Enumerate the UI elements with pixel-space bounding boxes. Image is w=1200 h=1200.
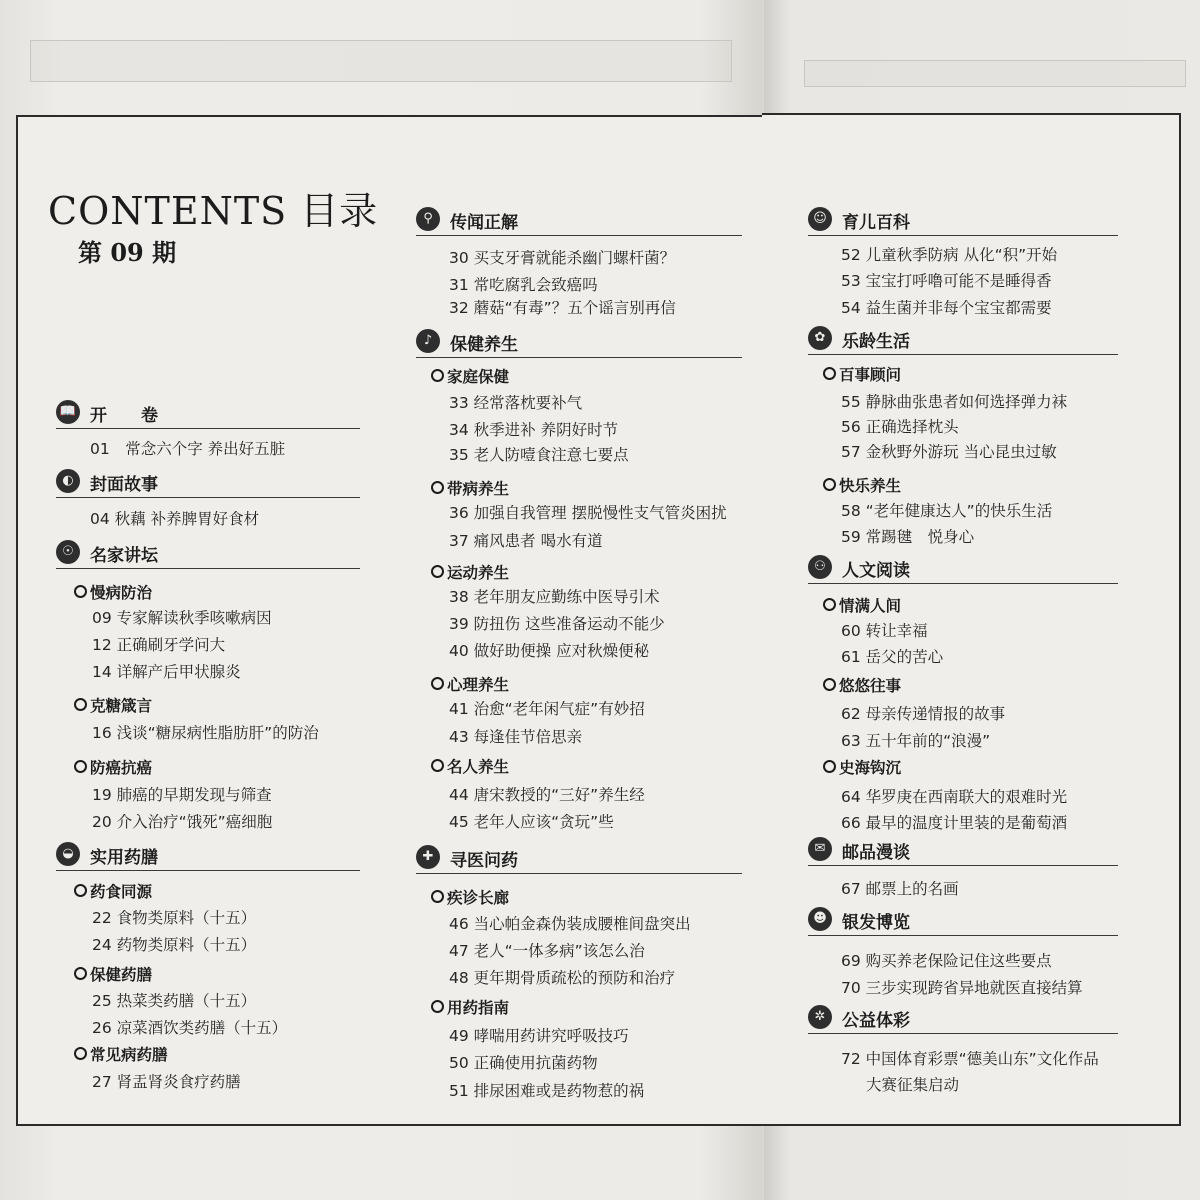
section-kaijuan[interactable]: 📖 开 卷: [56, 398, 360, 428]
toc-item[interactable]: 64 华罗庚在西南联大的艰难时光: [841, 788, 1068, 806]
toc-item[interactable]: 50 正确使用抗菌药物: [449, 1054, 598, 1072]
toc-item[interactable]: 26 凉菜酒饮类药膳（十五）: [92, 1019, 288, 1037]
subsection-label: 名人养生: [431, 755, 509, 777]
child-icon: ☺: [808, 207, 832, 231]
subsection-label: 保健药膳: [74, 963, 152, 985]
toc-item[interactable]: 41 治愈“老年闲气症”有妙招: [449, 700, 645, 718]
section-rule: [416, 357, 742, 358]
toc-item[interactable]: 47 老人“一体多病”该怎么治: [449, 942, 645, 960]
toc-item[interactable]: 20 介入治疗“饿死”癌细胞: [92, 813, 273, 831]
subsection-label: 防癌抗癌: [74, 756, 152, 778]
magnifier-icon: ⚲: [416, 207, 440, 231]
toc-item[interactable]: 59 常踢毽 悦身心: [841, 528, 975, 546]
pot-icon: ◒: [56, 842, 80, 866]
section-mingjia[interactable]: ☉ 名家讲坛: [56, 538, 360, 568]
toc-item[interactable]: 38 老年朋友应勤练中医导引术: [449, 588, 660, 606]
subsection-label: 慢病防治: [74, 581, 152, 603]
subsection-label: 带病养生: [431, 477, 509, 499]
subsection-label: 克糖箴言: [74, 694, 152, 716]
toc-item[interactable]: 69 购买养老保险记住这些要点: [841, 952, 1052, 970]
subsection-label: 心理养生: [431, 673, 509, 695]
section-rule: [808, 935, 1118, 936]
toc-item[interactable]: 46 当心帕金森伪装成腰椎间盘突出: [449, 915, 691, 933]
toc-item[interactable]: 53 宝宝打呼噜可能不是睡得香: [841, 272, 1052, 290]
subsection-label: 百事顾问: [823, 363, 901, 385]
toc-item[interactable]: 12 正确刷牙学问大: [92, 636, 226, 654]
toc-item[interactable]: 70 三步实现跨省异地就医直接结算: [841, 979, 1083, 997]
section-rule: [416, 873, 742, 874]
toc-item[interactable]: 72 中国体育彩票“德美山东”文化作品: [841, 1050, 1099, 1068]
subsection-label: 家庭保健: [431, 365, 509, 387]
toc-item[interactable]: 55 静脉曲张患者如何选择弹力袜: [841, 393, 1068, 411]
toc-item[interactable]: 大赛征集启动: [866, 1076, 960, 1094]
toc-item[interactable]: 30 买支牙膏就能杀幽门螺杆菌？: [449, 249, 676, 267]
subsection-label: 药食同源: [74, 880, 152, 902]
section-gongyi[interactable]: ✲ 公益体彩: [808, 1003, 1118, 1033]
toc-item[interactable]: 37 痛风患者 喝水有道: [449, 532, 603, 550]
section-shiyong[interactable]: ◒ 实用药膳: [56, 840, 360, 870]
section-yuer[interactable]: ☺ 育儿百科: [808, 205, 1118, 235]
toc-item[interactable]: 27 肾盂肾炎食疗药膳: [92, 1073, 241, 1091]
stamp-icon: ✉: [808, 837, 832, 861]
toc-item[interactable]: 33 经常落枕要补气: [449, 394, 583, 412]
section-rule: [808, 583, 1118, 584]
toc-item[interactable]: 61 岳父的苦心: [841, 648, 944, 666]
toc-item[interactable]: 45 老年人应该“贪玩”些: [449, 813, 614, 831]
section-rule: [808, 235, 1118, 236]
people-icon: ⚇: [808, 555, 832, 579]
toc-item[interactable]: 34 秋季进补 养阴好时节: [449, 421, 619, 439]
book-icon: 📖: [56, 400, 80, 424]
toc-item[interactable]: 48 更年期骨质疏松的预防和治疗: [449, 969, 676, 987]
elder-icon: ✿: [808, 326, 832, 350]
toc-item[interactable]: 56 正确选择枕头: [841, 418, 959, 436]
section-rule: [808, 1033, 1118, 1034]
subsection-label: 疾诊长廊: [431, 886, 509, 908]
elderly-face-icon: ☻: [808, 907, 832, 931]
toc-item[interactable]: 44 唐宋教授的“三好”养生经: [449, 786, 645, 804]
toc-item[interactable]: 52 儿童秋季防病 从化“积”开始: [841, 246, 1058, 264]
toc-item[interactable]: 16 浅谈“糖尿病性脂肪肝”的防治: [92, 724, 319, 742]
toc-item[interactable]: 58 “老年健康达人”的快乐生活: [841, 502, 1053, 520]
subsection-label: 运动养生: [431, 561, 509, 583]
section-yinfa[interactable]: ☻ 银发博览: [808, 905, 1118, 935]
toc-item[interactable]: 01 常念六个字 养出好五脏: [90, 440, 286, 458]
toc-item[interactable]: 25 热菜类药膳（十五）: [92, 992, 257, 1010]
section-rule: [56, 568, 360, 569]
toc-item[interactable]: 22 食物类原料（十五）: [92, 909, 257, 927]
subsection-label: 常见病药膳: [74, 1043, 168, 1065]
toc-item[interactable]: 51 排尿困难或是药物惹的祸: [449, 1082, 645, 1100]
subsection-label: 快乐养生: [823, 474, 901, 496]
person-icon: ♪: [416, 329, 440, 353]
toc-item[interactable]: 35 老人防噎食注意七要点: [449, 446, 629, 464]
section-chuanwen[interactable]: ⚲ 传闻正解: [416, 205, 742, 235]
toc-item[interactable]: 04 秋藕 补养脾胃好食材: [90, 510, 260, 528]
section-xunyi[interactable]: ✚ 寻医问药: [416, 843, 742, 873]
toc-item[interactable]: 09 专家解读秋季咳嗽病因: [92, 609, 272, 627]
section-baojian[interactable]: ♪ 保健养生: [416, 327, 742, 357]
section-rule: [808, 865, 1118, 866]
facing-page-bleed: [804, 60, 1186, 87]
toc-item[interactable]: 49 哮喘用药讲究呼吸技巧: [449, 1027, 629, 1045]
toc-item[interactable]: 60 转让幸福: [841, 622, 928, 640]
section-fengmian[interactable]: ◐ 封面故事: [56, 467, 360, 497]
toc-item[interactable]: 57 金秋野外游玩 当心昆虫过敏: [841, 443, 1057, 461]
doctor-icon: ✚: [416, 845, 440, 869]
toc-item[interactable]: 43 每逢佳节倍思亲: [449, 728, 583, 746]
issue-number: 第 09 期: [78, 238, 177, 267]
toc-item[interactable]: 14 详解产后甲状腺炎: [92, 663, 241, 681]
subsection-label: 史海钩沉: [823, 756, 901, 778]
toc-item[interactable]: 66 最早的温度计里装的是葡萄酒: [841, 814, 1068, 832]
toc-item[interactable]: 67 邮票上的名画: [841, 880, 959, 898]
toc-item[interactable]: 63 五十年前的“浪漫”: [841, 732, 991, 750]
subsection-label: 用药指南: [431, 996, 509, 1018]
section-rule: [56, 870, 360, 871]
toc-item[interactable]: 40 做好助便操 应对秋燥便秘: [449, 642, 650, 660]
pinwheel-icon: ✲: [808, 1005, 832, 1029]
speaker-icon: ☉: [56, 540, 80, 564]
section-rule: [56, 497, 360, 498]
bowl-icon: ◐: [56, 469, 80, 493]
section-renwen[interactable]: ⚇ 人文阅读: [808, 553, 1118, 583]
toc-item[interactable]: 19 肺癌的早期发现与筛查: [92, 786, 272, 804]
toc-item[interactable]: 31 常吃腐乳会致癌吗: [449, 276, 598, 294]
toc-item[interactable]: 36 加强自我管理 摆脱慢性支气管炎困扰: [449, 504, 727, 522]
section-youpin[interactable]: ✉ 邮品漫谈: [808, 835, 1118, 865]
section-rule: [416, 235, 742, 236]
toc-item[interactable]: 24 药物类原料（十五）: [92, 936, 257, 954]
toc-item[interactable]: 32 蘑菇“有毒”？五个谣言别再信: [449, 299, 676, 317]
page-title: CONTENTS 目录: [48, 189, 379, 233]
section-leling[interactable]: ✿ 乐龄生活: [808, 324, 1118, 354]
section-rule: [808, 354, 1118, 355]
subsection-label: 情满人间: [823, 594, 901, 616]
facing-page-bleed: [30, 40, 732, 82]
subsection-label: 悠悠往事: [823, 674, 901, 696]
section-rule: [56, 428, 360, 429]
toc-item[interactable]: 39 防扭伤 这些准备运动不能少: [449, 615, 665, 633]
toc-item[interactable]: 62 母亲传递情报的故事: [841, 705, 1006, 723]
toc-item[interactable]: 54 益生菌并非每个宝宝都需要: [841, 299, 1052, 317]
